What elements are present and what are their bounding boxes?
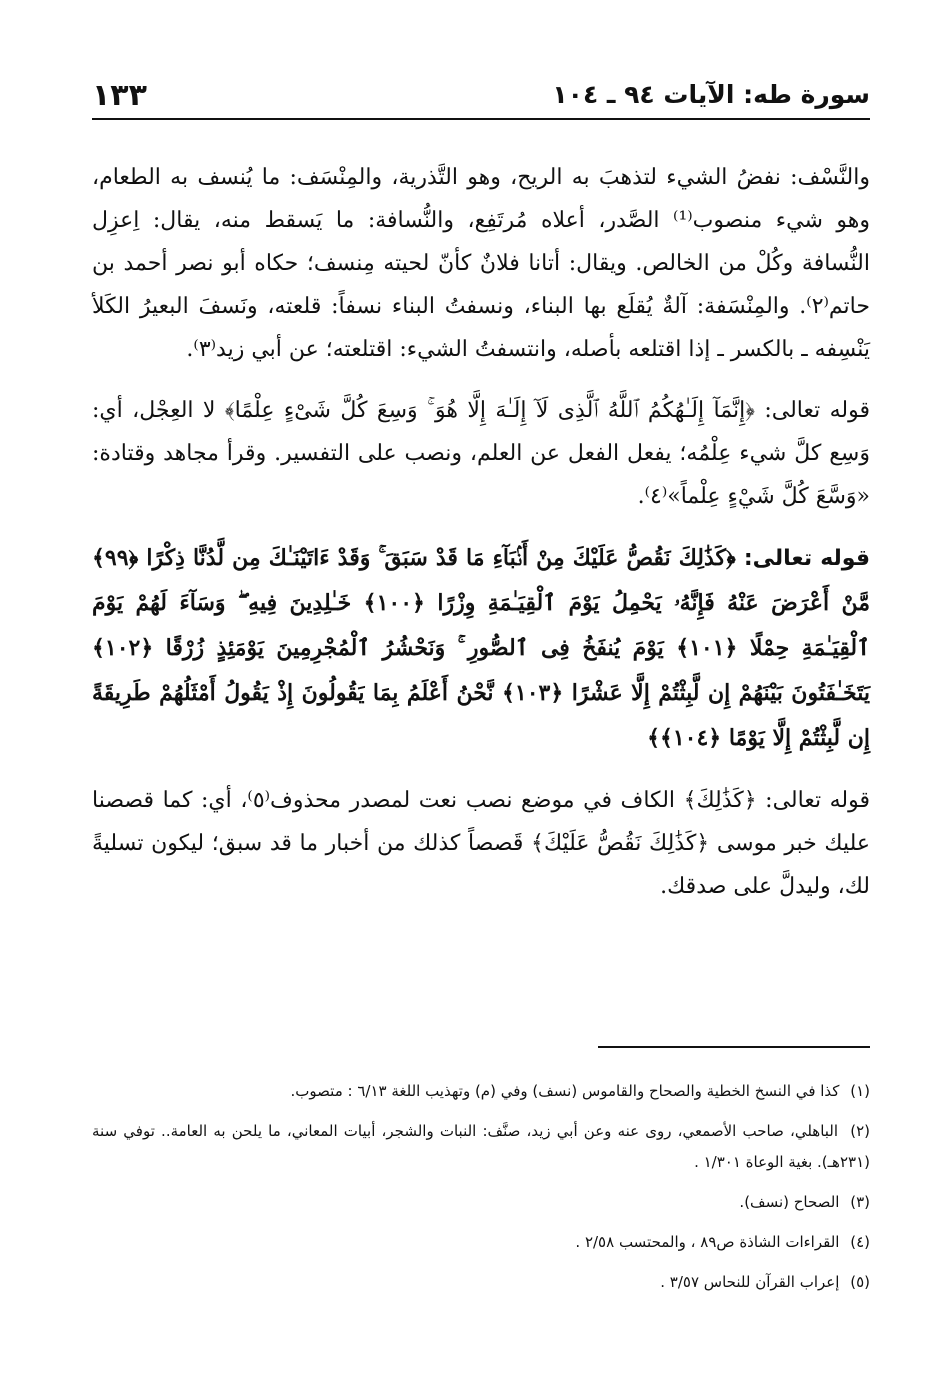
footnote-text: الباهلي، صاحب الأصمعي، روى عنه وعن أبي زيد، صنَّف: النبات والشجر، أبيات المعاني، ما يلحن به العامة.. توفي سنة (٢٣١هـ). بغية الوعاة ١/٣٠١ . bbox=[92, 1122, 870, 1171]
quran-verses-text: ﴿كَذَٰلِكَ نَقُصُّ عَلَيْكَ مِنْ أَنۢبَآءِ مَا قَدْ سَبَقَ ۚ وَقَدْ ءَاتَيْنَـٰكَ مِن لَّدُنَّا ذِكْرًا ﴿٩٩﴾ مَّنْ أَعْرَضَ عَنْهُ فَإِنَّهُۥ يَحْمِلُ يَوْمَ ٱلْقِيَـٰمَةِ وِزْرًا ﴿١٠٠﴾ خَـٰلِدِينَ فِيهِ ۖ وَسَآءَ لَهُمْ يَوْمَ ٱلْقِيَـٰمَةِ حِمْلًا ﴿١٠١﴾ يَوْمَ يُنفَخُ فِى ٱلصُّورِ ۚ وَنَحْشُرُ ٱلْمُجْرِمِينَ يَوْمَئِذٍ زُرْقًا ﴿١٠٢﴾ يَتَخَـٰفَتُونَ بَيْنَهُمْ إِن لَّبِثْتُمْ إِلَّا عَشْرًا ﴿١٠٣﴾ نَّحْنُ أَعْلَمُ بِمَا يَقُولُونَ إِذْ يَقُولُ أَمْثَلُهُمْ طَرِيقَةً إِن لَّبِثْتُمْ إِلَّا يَوْمًا ﴿١٠٤﴾﴾ bbox=[92, 545, 871, 751]
footnote-number: (٢) bbox=[850, 1122, 870, 1140]
quran-verses-block bbox=[92, 536, 870, 761]
paragraph-nasf: والنَّسْف: نفضُ الشيء لتذهبَ به الريح، وهو التَّذرية، والمِنْسَف: ما يُنسف به الطعام، وهو شيء منصوب⁽¹⁾ الصَّدر، أعلاه مُرتَفِع، والنُّسافة: ما يَسقط منه، يقال: اِعزِل النُّسافة وكُلْ من الخالص. ويقال: أتانا فلانٌ كأنّ لحيته مِنسف؛ حكاه أبو نصر أحمد بن حاتم⁽٢⁾. والمِنْسَفة: آلةٌ يُقلَع بها البناء، ونسفتُ البناء نسفاً: قلعته، ونَسفَ البعيرُ الكَلأ يَنْسِفه ـ بالكسر ـ إذا اقتلعه بأصله، وانتسفتُ الشيء: اقتلعته؛ عن أبي زيد⁽٣⁾. bbox=[92, 165, 870, 362]
footnote-number: (٣) bbox=[850, 1193, 870, 1211]
footnote-text: القراءات الشاذة ص٨٩ ، والمحتسب ٢/٥٨ . bbox=[575, 1233, 840, 1251]
footnote-item bbox=[92, 1116, 870, 1178]
footnote-item bbox=[92, 1267, 870, 1298]
running-header bbox=[92, 70, 870, 120]
book-page bbox=[92, 70, 870, 1370]
paragraph-kadhalika: قوله تعالى: ﴿كَذَٰلِكَ﴾ الكاف في موضع نصب نعت لمصدر محذوف⁽٥⁾، أي: كما قصصنا عليك خبر موسى ﴿كَذَٰلِكَ نَقُصُّ عَلَيْكَ﴾ قَصصاً كذلك من أخبار ما قد سبق؛ ليكون تسليةً لك، وليدلَّ على صدقك. bbox=[92, 788, 870, 899]
footnote-text: إعراب القرآن للنحاس ٣/٥٧ . bbox=[660, 1273, 840, 1291]
footnote-item bbox=[92, 1076, 870, 1107]
main-text bbox=[92, 156, 870, 908]
footnote-number: (١) bbox=[850, 1082, 870, 1100]
quran-lead: قوله تعالى: bbox=[743, 546, 870, 571]
page-number: ١٣٣ bbox=[92, 78, 147, 113]
paragraph-ilahukum: قوله تعالى: ﴿إِنَّمَآ إِلَـٰهُكُمُ ٱللَّهُ ٱلَّذِى لَآ إِلَـٰهَ إِلَّا هُوَ ۚ وَسِعَ كُلَّ شَىْءٍ عِلْمًا﴾ لا العِجْل، أي: وَسِع كلَّ شيء عِلْمُه؛ يفعل الفعل عن العلم، ونصب على التفسير. وقرأ مجاهد وقتادة: «وَسَّعَ كُلَّ شَيْءٍ عِلْماً»⁽٤⁾. bbox=[92, 398, 870, 509]
footnotes bbox=[92, 1076, 870, 1307]
footnote-number: (٥) bbox=[850, 1273, 870, 1291]
footnote-divider bbox=[598, 1046, 870, 1048]
footnote-text: كذا في النسخ الخطية والصحاح والقاموس (نسف) وفي (م) وتهذيب اللغة ٦/١٣ : متصوب. bbox=[290, 1082, 840, 1100]
footnote-number: (٤) bbox=[850, 1233, 870, 1251]
chapter-heading: سورة طه: الآيات ٩٤ ـ ١٠٤ bbox=[552, 80, 870, 109]
footnote-item bbox=[92, 1227, 870, 1258]
footnote-text: الصحاح (نسف). bbox=[739, 1193, 840, 1211]
footnote-item bbox=[92, 1187, 870, 1218]
